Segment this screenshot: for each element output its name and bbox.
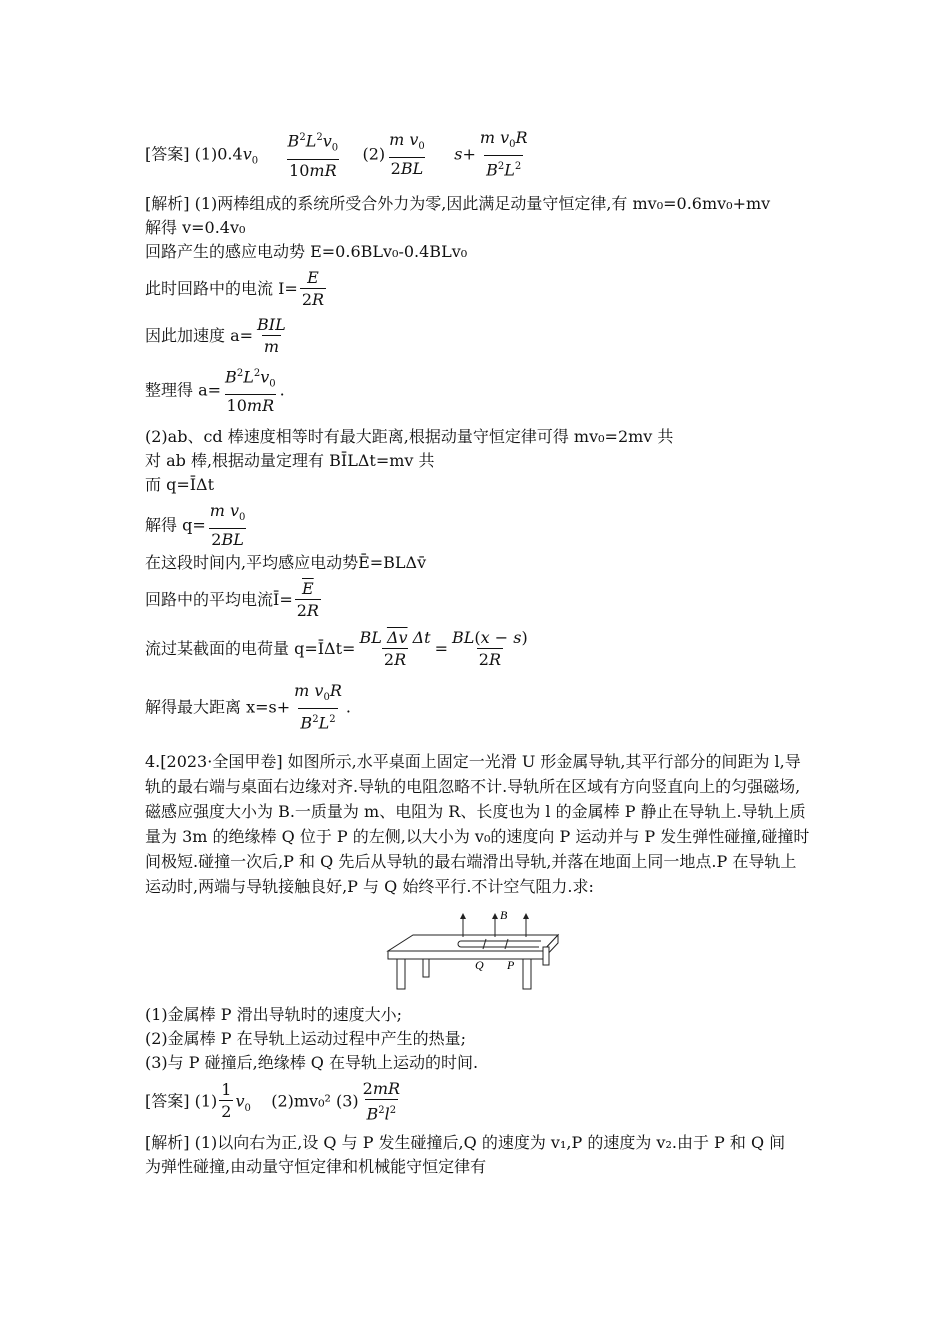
fraction: $\frac{E}{2R}$ bbox=[301, 267, 325, 309]
fraction: $\frac{BL(x - s)}{2R}$ bbox=[452, 628, 528, 670]
solution-line: 整理得 a= $\frac{B^2L^2v_0}{10mR}$ . bbox=[145, 364, 810, 418]
answer-line-4: [答案] (1) $\frac{1}{2}$ $v_0$ (2)mv₀² (3) $\frac{2mR}{B^2l^2}$ bbox=[145, 1078, 401, 1124]
solution-line: 而 q=ĪΔt bbox=[145, 475, 215, 495]
solution-line: [解析] (1)两棒组成的系统所受合外力为零,因此满足动量守恒定律,有 mv₀=0.6mv₀+mv bbox=[145, 193, 771, 213]
label-q: Q bbox=[474, 957, 484, 972]
fraction: $\frac{\text{BIL}}{m}$ bbox=[257, 314, 286, 356]
solution-line: 流过某截面的电荷量 q=ĪΔt= $\frac{BL \overline{\Delta v} \Delta t}{2R}$ = $\frac{BL(x - s)}{2R}$ bbox=[145, 628, 528, 670]
fraction: $\frac{B^2L^2v_0}{10mR}$ bbox=[287, 131, 339, 180]
label-p: P bbox=[506, 957, 514, 972]
solution-4-line: 为弹性碰撞,由动量守恒定律和机械能守恒定律有 bbox=[145, 1157, 487, 1177]
fraction: $\frac{m v_0R}{B^2L^2}$ bbox=[479, 128, 528, 180]
fraction: $\frac{BL \overline{\Delta v} \Delta t}{2R}$ bbox=[359, 628, 431, 670]
sub-question-3: (3)与 P 碰撞后,绝缘棒 Q 在导轨上运动的时间. bbox=[145, 1052, 479, 1072]
fraction: $\frac{m v_0R}{B^2L^2}$ bbox=[294, 681, 342, 733]
solution-line: 回路中的平均电流Ī= $\frac{\overline{E}}{2R}$ bbox=[145, 579, 319, 621]
solution-line: (2)ab、cd 棒速度相等时有最大距离,根据动量守恒定律可得 mv₀=2mv 共 bbox=[145, 427, 674, 447]
document-page bbox=[145, 128, 810, 1179]
question-4-text: 4.[2023·全国甲卷] 如图所示,水平桌面上固定一光滑 U 形金属导轨,其平行部分的间距为 l,导轨的最右端与桌面右边缘对齐.导轨的电阻忽略不计.导轨所在区域有方向竖直向上的匀强磁场,磁感应强度大小为 B.一质量为 m、电阻为 R、长度也为 l 的金属棒 P 静止在导轨上.导轨上质量为 3m 的绝缘棒 Q 位于 P 的左侧,以大小为 v₀的速度向 P 运动并与 P 发生弹性碰撞,碰撞时间极短.碰撞一次后,P 和 Q 先后从导轨的最右端滑出导轨,并落在地面上同一地点.P 在导轨上运动时,两端与导轨接触良好,P 与 Q 始终平行.不计空气阻力.求: bbox=[145, 751, 810, 896]
fraction: $\frac{m v_0}{2BL}$ bbox=[389, 129, 425, 178]
fraction: $\frac{B^2L^2v_0}{10mR}$ bbox=[225, 366, 276, 416]
solution-line: 在这段时间内,平均感应电动势Ē=BLΔv̄ bbox=[145, 553, 427, 573]
solution-line: 此时回路中的电流 I= $\frac{E}{2R}$ bbox=[145, 267, 325, 309]
fraction: $\frac{\overline{E}}{2R}$ bbox=[296, 579, 319, 621]
sub-question-2: (2)金属棒 P 在导轨上运动过程中产生的热量; bbox=[145, 1028, 466, 1048]
label-b: B bbox=[499, 907, 507, 922]
solution-4-line: [解析] (1)以向右为正,设 Q 与 P 发生碰撞后,Q 的速度为 v₁,P 的速度为 v₂.由于 P 和 Q 间 bbox=[145, 1133, 786, 1153]
solution-line: 因此加速度 a= $\frac{\text{BIL}}{m}$ bbox=[145, 314, 286, 356]
solution-line: 对 ab 棒,根据动量定理有 BĪLΔt=mv 共 bbox=[145, 451, 435, 471]
fraction: $\frac{2mR}{B^2l^2}$ bbox=[362, 1078, 401, 1124]
fraction: $\frac{m v_0}{2BL}$ bbox=[209, 501, 246, 550]
solution-line: 解得最大距离 x=s+ $\frac{m v_0R}{B^2L^2}$ . bbox=[145, 681, 351, 733]
solution-line: 回路产生的感应电动势 E=0.6BLv₀-0.4BLv₀ bbox=[145, 241, 468, 261]
answer-line-1: [答案] $(1)0.4v_0$ $\frac{B^2L^2v_0}{10mR}$ (2) $\frac{m v_0}{2BL}$ s+ $\frac{m v_0R}{B^2L^2}$ bbox=[145, 128, 528, 180]
sub-question-1: (1)金属棒 P 滑出导轨时的速度大小; bbox=[145, 1004, 402, 1024]
solution-line: 解得 q= $\frac{m v_0}{2BL}$ bbox=[145, 501, 246, 550]
solution-line: 解得 v=0.4v₀ bbox=[145, 217, 246, 237]
table-diagram bbox=[383, 905, 573, 995]
fraction: $\frac{1}{2}$ bbox=[221, 1080, 232, 1122]
table-rail-figure bbox=[145, 905, 810, 995]
